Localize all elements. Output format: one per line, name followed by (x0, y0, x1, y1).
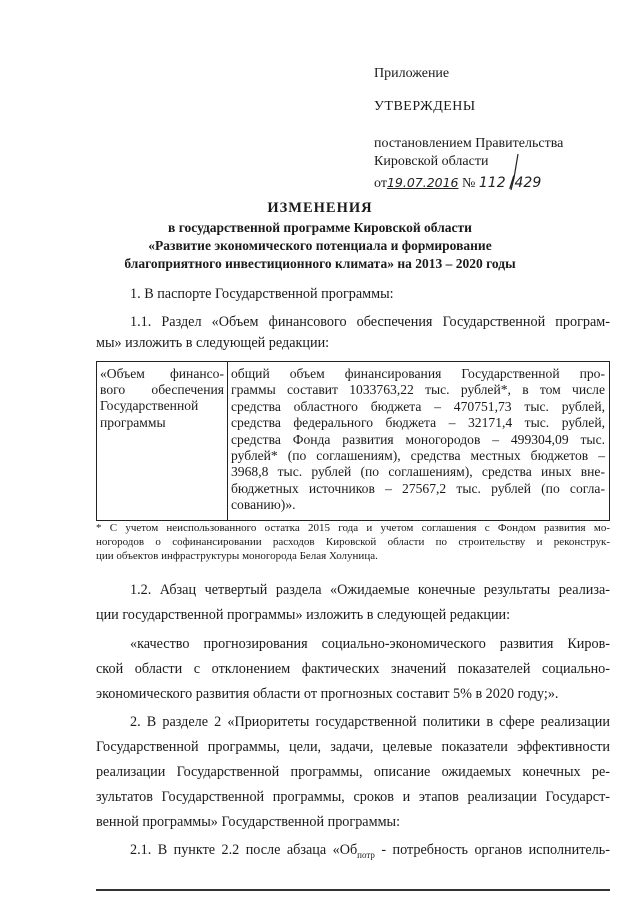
date-prefix: от (374, 176, 387, 191)
p2-line: зультатов Государственной программы, сроков и этапов реализации Государст- (96, 789, 610, 805)
handwritten-number-suffix: 429 (514, 175, 542, 191)
p12-line: 1.2. Абзац четвертый раздела «Ожидаемые конечные результаты реализа- (130, 582, 610, 598)
handwritten-number: 112 (478, 175, 506, 191)
table-right-line: средства федерального бюджета – 32171,4 тыс. рублей, (231, 415, 605, 431)
handwritten-date: 19.07.2016 (386, 175, 459, 190)
p2-line: 2. В разделе 2 «Приоритеты государственной политики в сфере реализации (130, 714, 610, 730)
financing-table (96, 361, 610, 521)
table-left-line: «Объем финансо- (100, 366, 224, 381)
table-right-line: бюджетных источников – 27567,2 тыс. рублей (по согла- (231, 480, 605, 496)
approved-label: УТВЕРЖДЕНЫ (374, 99, 476, 114)
slash-mark: / (509, 172, 515, 191)
p12-line: ции государственной программы» изложить в следующей редакции: (96, 607, 511, 623)
appendix-label: Приложение (374, 66, 450, 81)
table-right-line: 3968,8 тыс. рублей (по соглашениям), средства иных вне- (231, 464, 605, 480)
table-right-line: граммы составит 1033763,22 тыс. рублей*, в том числе (231, 382, 605, 398)
table-right-line: сованию)». (231, 497, 296, 513)
number-prefix: № (462, 176, 476, 191)
resolution-line: постановлением Правительства (374, 136, 564, 151)
p12-quote-line: экономического развития области от прогнозных составит 5% в 2020 году;». (96, 686, 559, 702)
p2-line: реализации Государственной программы, описание ожидаемых конечных ре- (96, 764, 610, 780)
p21-subscript: потр (357, 849, 375, 860)
p21-before: 2.1. В пункте 2.2 после абзаца «Об (130, 842, 358, 858)
footnote-line: ногородов о софинансировании расходов Кировской области по строительству и реконструк- (96, 536, 610, 548)
page-bottom-rule (96, 889, 610, 891)
table-right-line: средства Фонда развития моногородов – 499304,09 тыс. (231, 431, 605, 447)
table-right-line: общий объем финансирования Государственной про- (231, 366, 605, 381)
doc-subtitle-1: в государственной программе Кировской области (168, 220, 472, 235)
handwritten-stroke (508, 152, 522, 192)
p12-quote-line: ской области с отклонением фактических значений показателей социально- (96, 661, 610, 677)
table-right-cell (231, 366, 605, 514)
p11-line1: 1.1. Раздел «Объем финансового обеспечения Государственной програм- (130, 314, 610, 330)
table-right-line: рублей* (по соглашениям), средства местных бюджетов – (231, 448, 605, 464)
footnote-line: ции объектов инфраструктуры моногорода Белая Холуница. (96, 550, 378, 562)
doc-subtitle-3: благоприятного инвестиционного климата» на 2013 – 2020 годы (124, 256, 516, 271)
footnote-line: * С учетом неиспользованного остатка 2015 года и учетом соглашения с Фондом развития мо- (96, 522, 610, 534)
table-divider (227, 362, 228, 520)
p21-line (130, 842, 610, 860)
table-left-cell (100, 366, 224, 431)
p11-line2: мы» изложить в следующей редакции: (96, 335, 330, 351)
table-right-line: средства областного бюджета – 470751,73 тыс. рублей, (231, 398, 605, 414)
table-left-line: вого обеспечения (100, 382, 224, 398)
doc-subtitle-2: «Развитие экономического потенциала и формирование (148, 238, 492, 253)
p12-quote-line: «качество прогнозирования социально-экономического развития Киров- (130, 636, 610, 652)
table-left-line: Государственной (100, 398, 199, 414)
section-1-heading: 1. В паспорте Государственной программы: (130, 286, 394, 302)
p2-line: венной программы» Государственной программы: (96, 814, 401, 830)
doc-title: ИЗМЕНЕНИЯ (267, 200, 373, 216)
p21-after: - потребность органов исполнитель- (374, 842, 610, 858)
p2-line: Государственной программы, цели, задачи, целевые показатели эффективности (96, 739, 610, 755)
region-line: Кировской области (374, 154, 489, 169)
table-left-line: программы (100, 414, 166, 430)
